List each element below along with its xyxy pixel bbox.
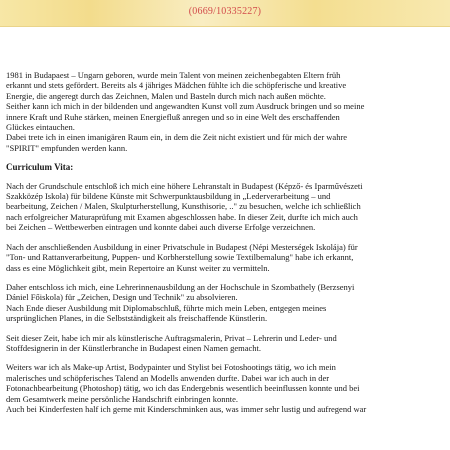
text-line: dem Gesamtwerk meine persönliche Handschrift einbringen konnte. [6, 393, 239, 404]
text-line: bei Zeichen – Wettbewerben eintragen und konnte dabei auch diverse Erfolge verzeichnen. [6, 222, 316, 233]
text-line: bearbeitung, Zeichen / Malen, Skulpturherstellung, Kunsthisorie, .." zu besuchen, welche ich schließlich [6, 201, 361, 212]
text-line: Dabei trete ich in einen imanigären Raum ein, in dem die Zeit nicht existiert und für mich der wahre [6, 132, 348, 143]
text-line: Fotonachbearbeitung (Photoshop) tätig, wo ich das Endergebnis wesentlich beeinflussen konnte und bei [6, 383, 360, 394]
text-line: innere Kraft und Ruhe stärken, meinen Energiefluß anregen und so in eine Welt des erschaffenden [6, 111, 340, 122]
vita-paragraph [6, 242, 446, 273]
text-line: Seither kann ich mich in der bildenden und angewandten Kunst voll zum Ausdruck bringen und so meine [6, 101, 365, 112]
text-line: Nach der Grundschule entschloß ich mich eine höhere Lehranstalt in Budapest (Képző- és Iparművészeti [6, 180, 363, 191]
text-line: "Ton- und Rattanverarbeitung, Puppen- und Korbherstellung sowie Textilbemalung" habe ich erkannt, [6, 252, 354, 263]
text-line: Nach Ende dieser Ausbildung mit Diplomabschluß, führte mich mein Leben, entgegen meines [6, 302, 327, 313]
text-line: Szakközép Iskola) für bildene Künste mit Schwerpunktausbildung in „Lederverarbeitung – und [6, 191, 331, 202]
text-line: erkannt und stets gefördert. Bereits als 4 jähriges Mädchen fühlte ich die schöpferische und kreative [6, 80, 347, 91]
text-line: Weiters war ich als Make-up Artist, Bodypainter und Stylist bei Fotoshootings tätig, wo ich mein [6, 362, 336, 373]
text-line: Daher entschloss ich mich, eine Lehrerinnenausbildung an der Hochschule in Szombathely (Berzsenyi [6, 281, 355, 292]
text-line: Glückes eintauchen. [6, 122, 75, 133]
text-line: Seit dieser Zeit, habe ich mir als künstlerische Auftragsmalerin, Privat – Lehrerin und Leder- und [6, 332, 337, 343]
vita-paragraph [6, 362, 446, 414]
text-line: ursprünglichen Planes, in die Selbstständigkeit als freischaffende Künstlerin. [6, 313, 268, 324]
vita-paragraph [6, 282, 446, 324]
intro-paragraph [6, 70, 446, 153]
text-line: nach erfolgreicher Maturaprüfung mit Examen abgeschlossen habe. In dieser Zeit, durfte ich mich auch [6, 211, 358, 222]
text-line: Auch bei Kinderfesten half ich gerne mit Kinderschminken aus, was immer sehr lustig und aufregend war [6, 403, 367, 414]
vita-paragraph [6, 181, 446, 233]
text-line: Nach der anschließenden Ausbildung in einer Privatschule in Budapest (Népi Mesterségek Iskolája) für [6, 241, 358, 252]
phone-number: (0669/10335227) [188, 6, 262, 17]
document-body [6, 70, 446, 423]
text-line: 1981 in Budapaest – Ungarn geboren, wurde mein Talent von meinen zeichenbegabten Eltern früh [6, 70, 341, 80]
text-line: Stoffdesignerin in der Künstlerbranche in Budapest einen Namen gemacht. [6, 342, 262, 353]
text-line: malerisches und schöpferisches Talend an Modells anwenden durfte. Dabei war ich auch in der [6, 372, 330, 383]
vita-heading: Curriculum Vita: [6, 162, 74, 173]
text-line: Dániel Főiskola) für „Zeichen, Design und Technik" zu absolvieren. [6, 292, 238, 303]
vita-paragraph [6, 333, 446, 354]
text-line: dass es eine Möglichkeit gibt, mein Repertoire an Kunst weiter zu vermitteln. [6, 262, 270, 273]
text-line: "SPIRIT" empfunden werden kann. [6, 142, 128, 153]
text-line: Energie, die angeregt durch das Zeichnen, Malen und Basteln durch mich nach außen möchte. [6, 90, 326, 101]
